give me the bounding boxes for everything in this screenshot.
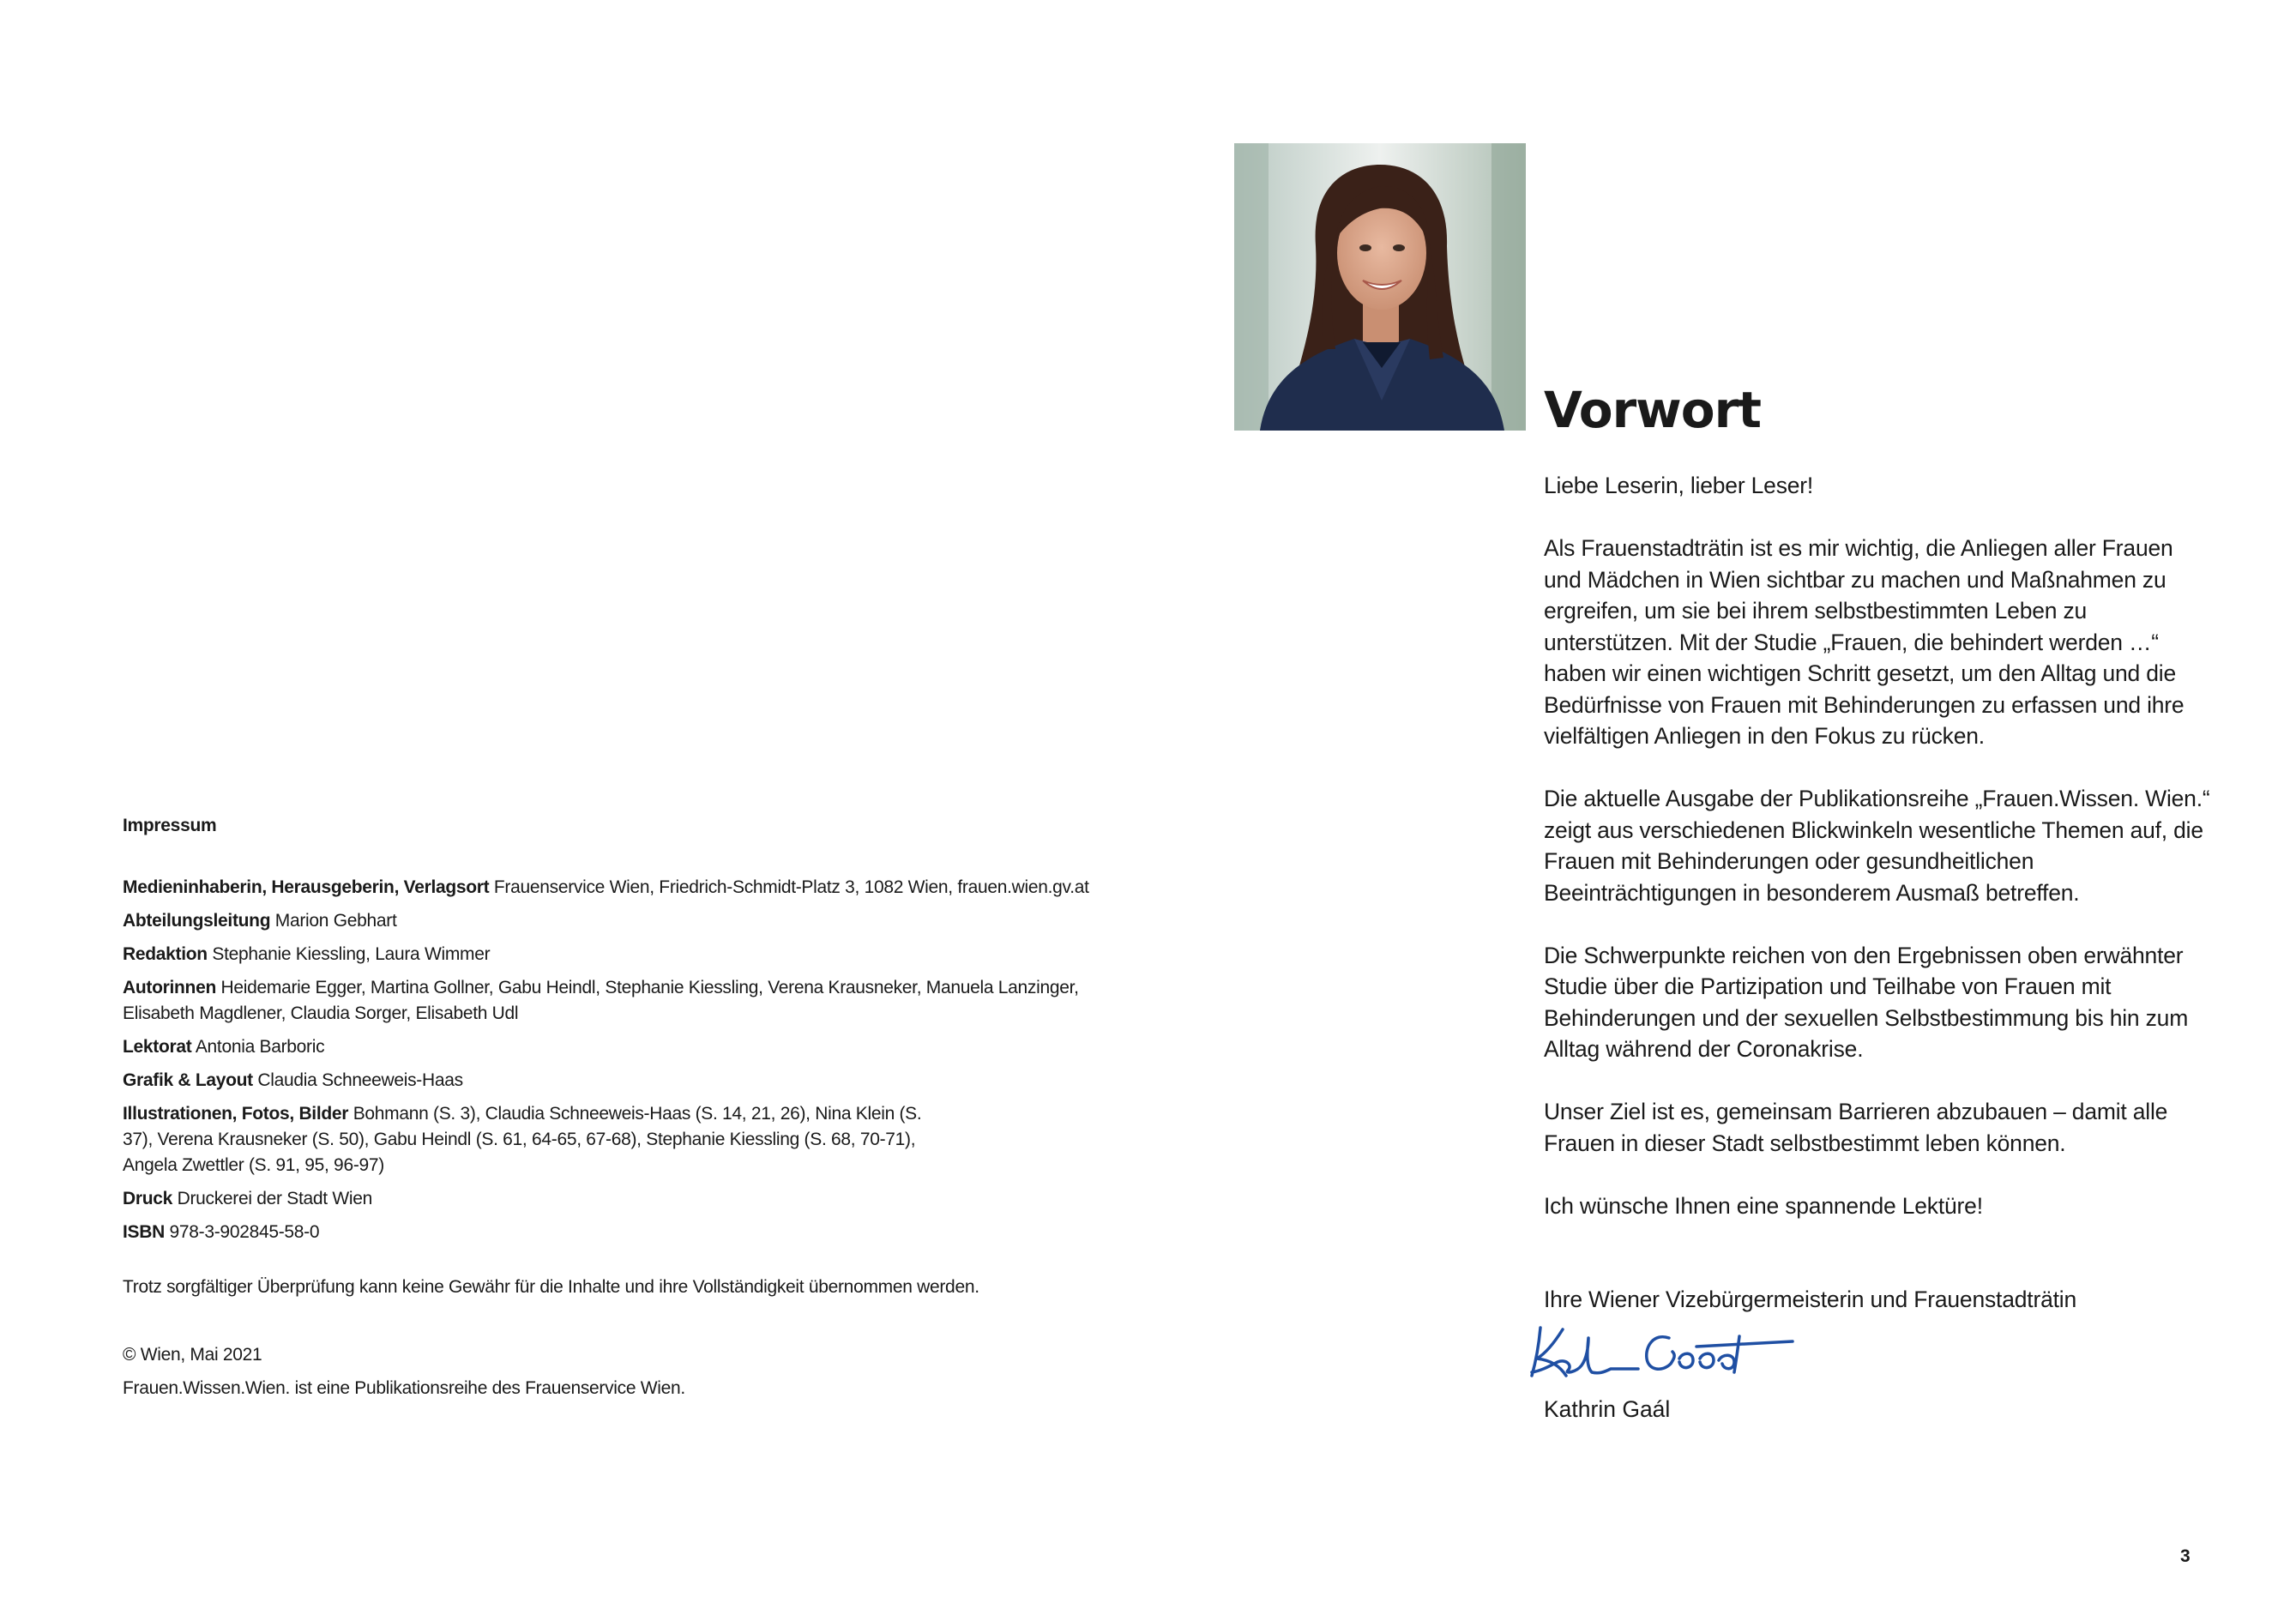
entry-label: Druck [123,1189,173,1208]
impressum-entry-print [123,1186,1152,1212]
copyright-text: © Wien, Mai 2021 [123,1345,262,1365]
impressum-entry-layout [123,1068,1152,1094]
impressum-entry-isbn [123,1220,1152,1245]
foreword-paragraph: Unser Ziel ist es, gemeinsam Barrieren abzubauen – damit alle Frauen in dieser Stadt selbstbestimmt leben können. [1544,1099,2168,1156]
series-note: Frauen.Wissen.Wien. ist eine Publikationsreihe des Frauenservice Wien. [123,1378,685,1398]
portrait-illustration [1234,143,1526,431]
impressum-entry-department [123,908,1152,934]
signature-strokes [1525,1321,1799,1388]
impressum-entry-authors [123,975,1092,1027]
entry-label: Redaktion [123,944,208,964]
author-portrait-photo [1234,143,1526,431]
entry-label: Autorinnen [123,978,216,997]
entry-label: Medieninhaberin, Herausgeberin, Verlagsort [123,877,490,897]
entry-label: Abteilungsleitung [123,911,271,931]
foreword-paragraph: Die aktuelle Ausgabe der Publikationsreihe „Frauen.Wissen. Wien.“ zeigt aus verschiedenen Blickwinkeln wesentliche Themen auf, die Frauen mit Behinderungen oder gesundheitlichen Beeinträchtigungen in besonderem Ausmaß betreffen. [1544,786,2210,906]
impressum-section [123,813,1152,1401]
salutation: Liebe Leserin, lieber Leser! [1544,473,1814,498]
entry-value: Marion Gebhart [274,911,397,931]
impressum-entry-proofreading [123,1034,1152,1060]
impressum-entry-owner [123,875,1152,901]
page-number: 3 [2180,1546,2191,1566]
foreword-paragraph: Als Frauenstadträtin ist es mir wichtig, die Anliegen aller Frauen und Mädchen in Wien sichtbar zu machen und Maßnahmen zu ergreifen, um sie bei ihrem selbstbestimmten Leben zu unterstützen. Mit der Studie „Frauen, die behindert werden …“ haben wir einen wichtigen Schritt gesetzt, um den Alltag und die Bedürfnisse von Frauen mit Behinderungen zu erfassen und ihre vielfältigen Anliegen in den Fokus zu rücken. [1544,535,2185,749]
entry-value: 978-3-902845-58-0 [169,1222,320,1242]
foreword-paragraph: Ich wünsche Ihnen eine spannende Lektüre! [1544,1192,1983,1219]
entry-value: Antonia Barboric [195,1037,325,1057]
impressum-title: Impressum [123,816,217,835]
entry-label: Lektorat [123,1037,192,1057]
disclaimer-text: Trotz sorgfältiger Überprüfung kann keine Gewähr für die Inhalte und ihre Vollständigkeit übernommen werden. [123,1277,979,1297]
impressum-entry-editors [123,942,1152,967]
entry-label: Grafik & Layout [123,1070,253,1090]
entry-label: ISBN [123,1222,165,1242]
entry-label: Illustrationen, Fotos, Bilder [123,1104,349,1124]
handwritten-signature [1525,1321,1799,1388]
impressum-entry-illustrations [123,1101,937,1178]
foreword-title: Vorwort [1544,381,1761,439]
entry-value: Bohmann (S. 3), Claudia Schneeweis-Haas (S. 14, 21, 26), Nina Klein (S. 37), Verena Krausneker (S. 50), Gabu Heindl (S. 61, 64-65, 67-68), Stephanie Kiessling (S. 68, 70-71), Angela Zwettler (S. 91, 95, 96-97) [123,1104,922,1175]
foreword-paragraph: Die Schwerpunkte reichen von den Ergebnissen oben erwähnter Studie über die Partizipation und Teilhabe von Frauen mit Behinderungen und der sexuellen Selbstbestimmung bis hin zum Alltag während der Coronakrise. [1544,942,2189,1062]
entry-value: Claudia Schneeweis-Haas [257,1070,463,1090]
signer-name: Kathrin Gaál [1544,1396,1671,1422]
entry-value: Frauenservice Wien, Friedrich-Schmidt-Platz 3, 1082 Wien, frauen.wien.gv.at [493,877,1089,897]
closing-line: Ihre Wiener Vizebürgermeisterin und Frauenstadträtin [1544,1287,2077,1312]
entry-value: Heidemarie Egger, Martina Gollner, Gabu Heindl, Stephanie Kiessling, Verena Krausneker, Manuela Lanzinger, Elisabeth Magdlener, Claudia Sorger, Elisabeth Udl [123,978,1079,1023]
entry-value: Druckerei der Stadt Wien [177,1189,372,1208]
entry-value: Stephanie Kiessling, Laura Wimmer [212,944,491,964]
foreword-letter [1544,470,2213,1316]
